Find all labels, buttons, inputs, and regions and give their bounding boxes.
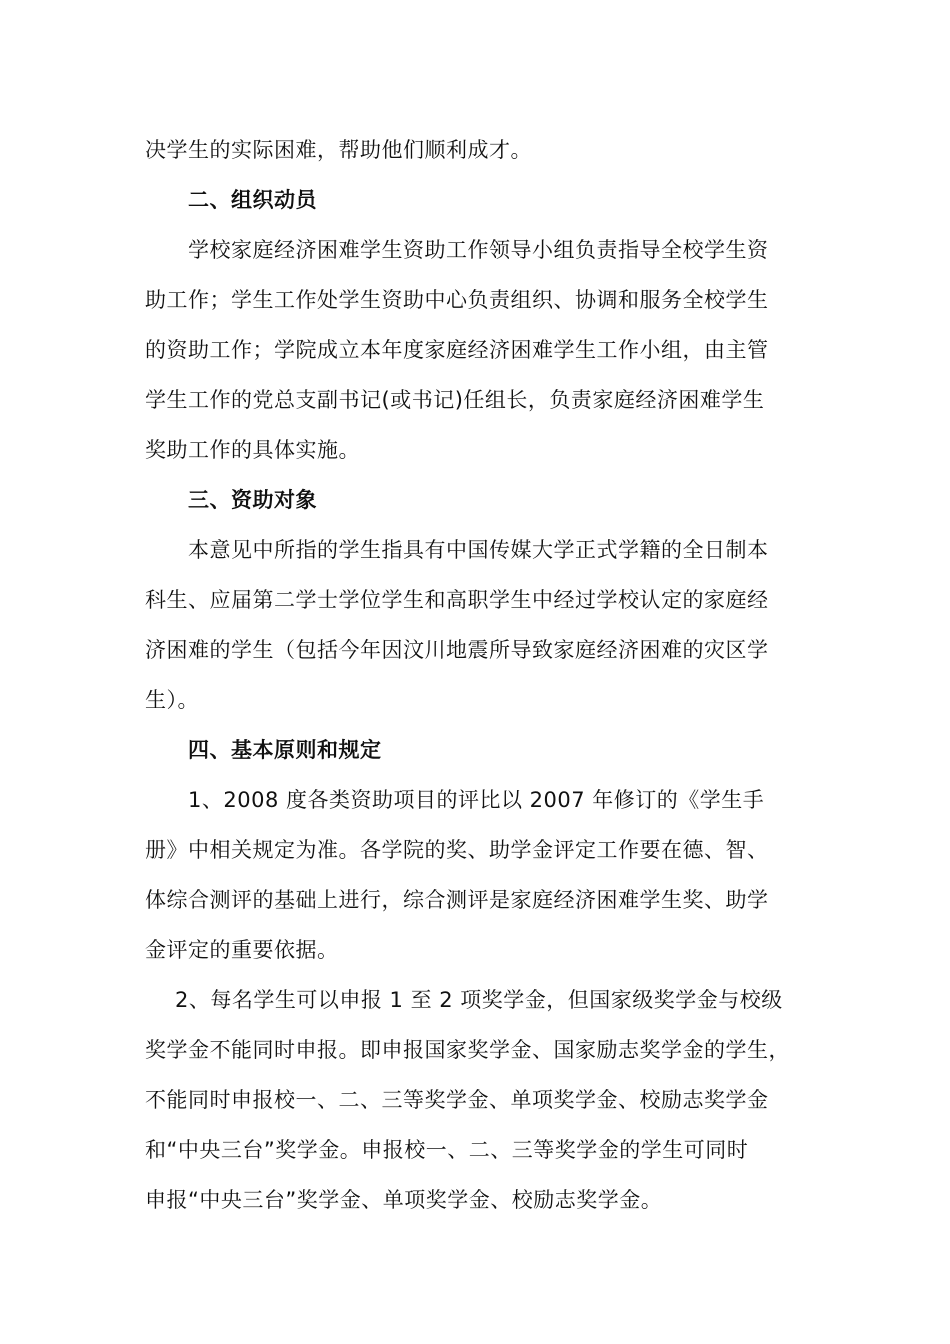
paragraph-line: 学校家庭经济困难学生资助工作领导小组负责指导全校学生资 — [188, 238, 769, 262]
paragraph-line: 和“中央三台”奖学金。申报校一、二、三等奖学金的学生可同时 — [145, 1138, 749, 1162]
section-heading-principles: 四、基本原则和规定 — [188, 738, 382, 762]
paragraph-line: 决学生的实际困难，帮助他们顺利成才。 — [145, 138, 532, 162]
paragraph-line: 科生、应届第二学士学位学生和高职学生中经过学校认定的家庭经 — [145, 588, 769, 612]
section-heading-organization: 二、组织动员 — [188, 188, 317, 212]
paragraph-line: 助工作；学生工作处学生资助中心负责组织、协调和服务全校学生 — [145, 288, 769, 312]
paragraph-line: 体综合测评的基础上进行，综合测评是家庭经济困难学生奖、助学 — [145, 888, 769, 912]
paragraph-line: 学生工作的党总支副书记(或书记)任组长，负责家庭经济困难学生 — [145, 388, 765, 412]
paragraph-line: 生）。 — [145, 688, 199, 712]
paragraph-line: 济困难的学生（包括今年因汶川地震所导致家庭经济困难的灾区学 — [145, 638, 769, 662]
paragraph-line: 2、每名学生可以申报 1 至 2 项奖学金，但国家级奖学金与校级 — [175, 988, 783, 1012]
paragraph-line: 1、2008 度各类资助项目的评比以 2007 年修订的《学生手 — [188, 788, 765, 812]
section-heading-targets: 三、资助对象 — [188, 488, 317, 512]
paragraph-line: 奖学金不能同时申报。即申报国家奖学金、国家励志奖学金的学生， — [145, 1038, 790, 1062]
paragraph-line: 申报“中央三台”奖学金、单项奖学金、校励志奖学金。 — [145, 1188, 663, 1212]
paragraph-line: 的资助工作；学院成立本年度家庭经济困难学生工作小组，由主管 — [145, 338, 769, 362]
paragraph-line: 奖助工作的具体实施。 — [145, 438, 360, 462]
paragraph-line: 本意见中所指的学生指具有中国传媒大学正式学籍的全日制本 — [188, 538, 769, 562]
paragraph-line: 不能同时申报校一、二、三等奖学金、单项奖学金、校励志奖学金 — [145, 1088, 769, 1112]
paragraph-line: 金评定的重要依据。 — [145, 938, 339, 962]
paragraph-line: 册》中相关规定为准。各学院的奖、助学金评定工作要在德、智、 — [145, 838, 769, 862]
